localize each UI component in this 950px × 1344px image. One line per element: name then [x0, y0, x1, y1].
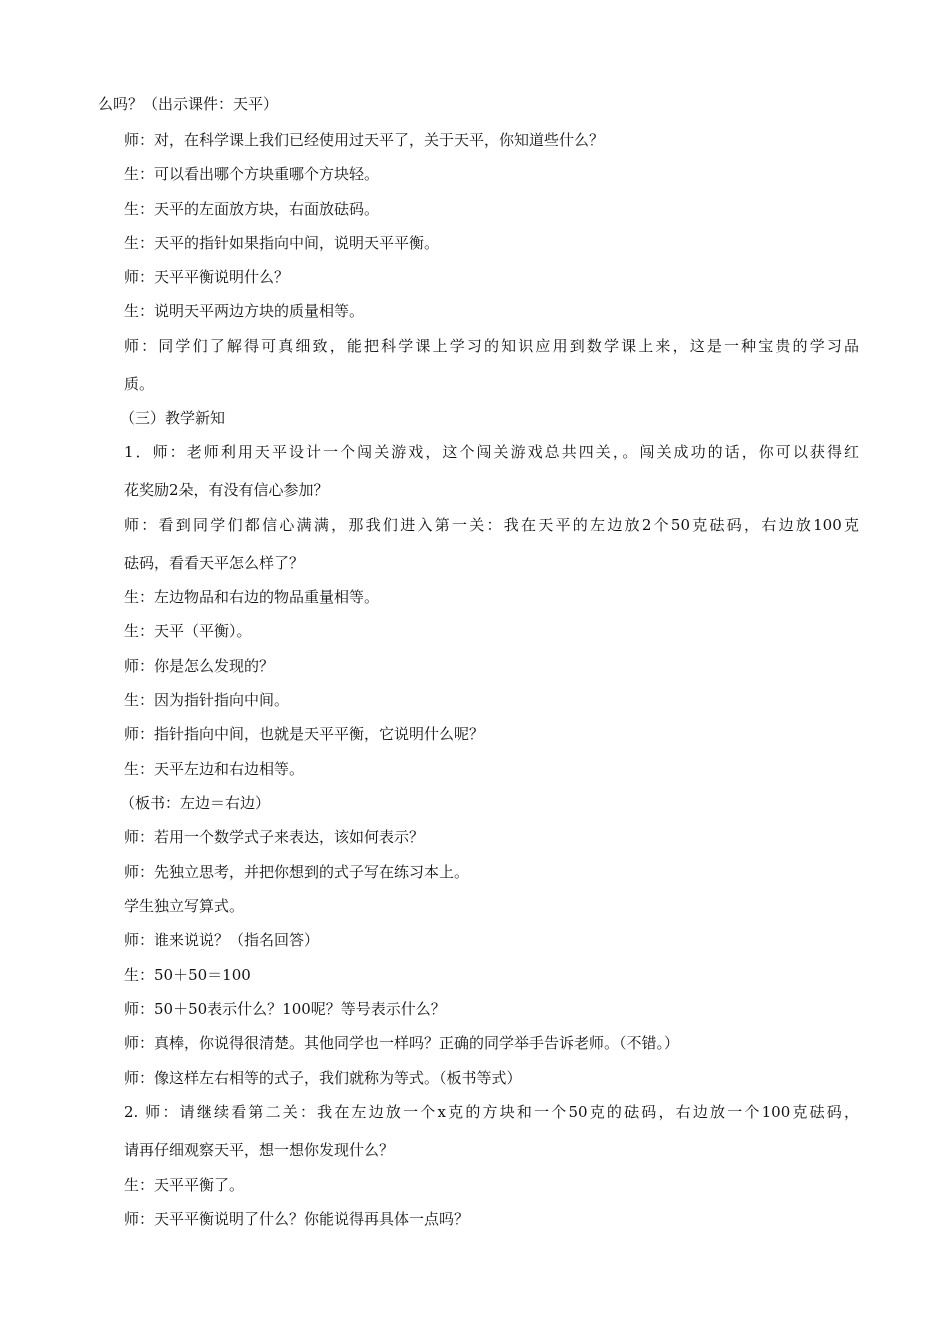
text-line: 生：天平左边和右边相等。: [124, 760, 305, 778]
text-line: 生：天平的左面放方块，右面放砝码。: [124, 200, 380, 218]
text-line: 么吗？（出示课件：天平）: [98, 95, 279, 113]
text-line: 师：同学们了解得可真细致，能把科学课上学习的知识应用到数学课上来，这是一种宝贵的学习品: [124, 337, 859, 355]
text-line: 砝码，看看天平怎么样了？: [124, 554, 305, 572]
text-line: 生：可以看出哪个方块重哪个方块轻。: [124, 165, 380, 183]
text-line: 生：天平平衡了。: [124, 1176, 245, 1194]
text-line: 师：看到同学们都信心满满，那我们进入第一关：我在天平的左边放2个50克砝码，右边放100克: [124, 516, 859, 534]
text-line: 生：左边物品和右边的物品重量相等。: [124, 588, 380, 606]
text-line: 师：像这样左右相等的式子，我们就称为等式。（板书等式）: [124, 1069, 522, 1087]
text-line: 生：50＋50＝100: [124, 966, 251, 984]
text-line: （板书：左边＝右边）: [120, 794, 271, 812]
text-line: 生：天平的指针如果指向中间，说明天平平衡。: [124, 234, 440, 252]
text-line: 花奖励2朵，有没有信心参加？: [124, 481, 329, 499]
text-line: 师：谁来说说？（指名回答）: [124, 931, 320, 949]
text-line: 师：对，在科学课上我们已经使用过天平了，关于天平，你知道些什么？: [124, 131, 605, 149]
text-line: 学生独立写算式。: [124, 897, 245, 915]
text-line: 生：说明天平两边方块的质量相等。: [124, 302, 365, 320]
text-line: 请再仔细观察天平，想一想你发现什么？: [124, 1141, 395, 1159]
text-line: 2. 师：请继续看第二关：我在左边放一个x克的方块和一个50克的砝码，右边放一个100克砝码，: [124, 1103, 859, 1121]
text-line: 师：你是怎么发现的？: [124, 657, 275, 675]
text-line: 师：天平平衡说明了什么？你能说得再具体一点吗？: [124, 1210, 470, 1228]
text-line: 师：指针指向中间，也就是天平平衡，它说明什么呢？: [124, 725, 485, 743]
text-line: 质。: [124, 375, 155, 393]
text-line: 师：真棒，你说得很清楚。其他同学也一样吗？正确的同学举手告诉老师。（不错。）: [124, 1034, 680, 1052]
section-heading: （三）教学新知: [120, 409, 226, 427]
text-line: 师：若用一个数学式子来表达，该如何表示？: [124, 828, 425, 846]
text-line: 生：天平（平衡）。: [124, 622, 252, 640]
text-line: 师：50＋50表示什么？100呢？等号表示什么？: [124, 1000, 446, 1018]
text-line: 1．师：老师利用天平设计一个闯关游戏，这个闯关游戏总共四关，。闯关成功的话，你可以获得红: [124, 443, 859, 461]
text-line: 生：因为指针指向中间。: [124, 691, 290, 709]
text-line: 师：先独立思考，并把你想到的式子写在练习本上。: [124, 863, 470, 881]
text-line: 师：天平平衡说明什么？: [124, 268, 290, 286]
